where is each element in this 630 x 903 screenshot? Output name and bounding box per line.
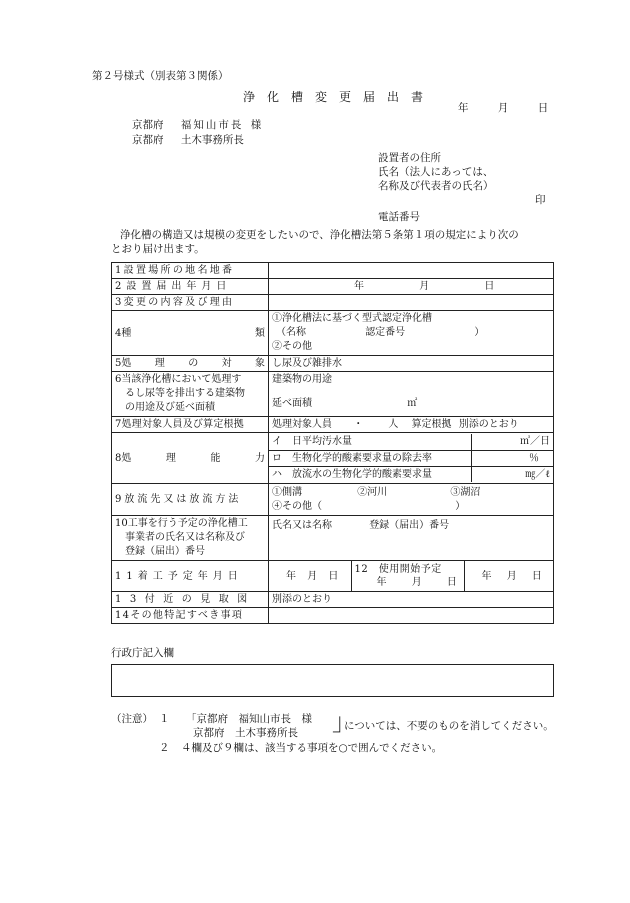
row-other-notes bbox=[112, 608, 554, 624]
submission-date bbox=[458, 100, 548, 115]
field-type[interactable] bbox=[269, 311, 554, 356]
recipient-name: 福知山市長 bbox=[180, 119, 244, 131]
recipient-pref: 京都府 bbox=[132, 134, 164, 146]
row-target bbox=[112, 356, 554, 372]
label-capacity-basis: 7処理対象人員及び算定根拠 bbox=[112, 417, 269, 433]
performance-row-2 bbox=[269, 450, 553, 466]
label-contractor: 10工事を行う予定の浄化槽工 事業者の氏名又は名称及び 登録（届出）番号 bbox=[112, 516, 269, 561]
row-type bbox=[112, 311, 554, 356]
row-map bbox=[112, 592, 554, 608]
option-lake[interactable]: ③湖沼 bbox=[450, 486, 481, 498]
type-option-1[interactable]: ①浄化槽法に基づく型式認定浄化槽 bbox=[272, 313, 432, 324]
start-date-field[interactable]: 年 月 日 bbox=[269, 561, 351, 591]
bod-effluent-label: ハ 放流水の生物化学的酸素要求量 bbox=[269, 466, 471, 482]
performance-row-1 bbox=[269, 434, 553, 450]
name-label: 氏名（法人にあっては、 bbox=[378, 166, 494, 178]
field-capacity-basis[interactable]: 処理対象人員 ・ 人 算定根拠 別添のとおり bbox=[269, 417, 554, 433]
label-target: 5処 理 の 対 象 bbox=[112, 356, 269, 372]
month-label: 月 bbox=[419, 281, 430, 292]
address-label: 設置者の住所 bbox=[378, 152, 441, 164]
type-name-line: （名称 認定番号 ） bbox=[276, 327, 485, 338]
row-capacity-basis bbox=[112, 417, 554, 433]
label-building: 6当該浄化槽において処理す るし尿等を排出する建築物 の用途及び延べ面積 bbox=[112, 372, 269, 417]
document-title bbox=[243, 88, 436, 105]
note-1-tail: については、不要のものを消してください。 bbox=[344, 720, 554, 732]
name-label-2: 名称及び代表者の氏名） bbox=[378, 180, 494, 192]
option-river[interactable]: ②河川 bbox=[357, 486, 388, 498]
daily-flow-unit[interactable]: ㎥／日 bbox=[471, 434, 553, 450]
recipient-pref: 京都府 bbox=[132, 119, 164, 131]
label-discharge: 9放流先又は放流方法 bbox=[112, 484, 269, 516]
admin-label: 行政庁記入欄 bbox=[111, 647, 174, 659]
phone-label: 電話番号 bbox=[378, 211, 420, 223]
discharge-options bbox=[272, 486, 550, 500]
field-location[interactable] bbox=[269, 263, 554, 279]
note-2-text: ４欄及び９欄は、該当する事項を○で囲んでください。 bbox=[181, 742, 443, 754]
label-install-date: 2設置届出年月日 bbox=[112, 279, 269, 295]
notes-prefix: （注意） bbox=[111, 713, 153, 725]
field-discharge[interactable] bbox=[269, 484, 554, 516]
year-label: 年 bbox=[354, 281, 364, 292]
performance-row-3 bbox=[269, 466, 553, 482]
admin-box[interactable] bbox=[111, 664, 554, 697]
label-change-reason: 3変更の内容及び理由 bbox=[112, 295, 269, 311]
month-label: 月 bbox=[497, 102, 509, 114]
recipient-1 bbox=[132, 117, 261, 132]
field-other-notes[interactable] bbox=[269, 608, 554, 624]
recipient-honorific: 様 bbox=[250, 119, 262, 131]
bod-removal-unit[interactable]: ％ bbox=[471, 450, 553, 466]
daily-flow-label: イ 日平均汚水量 bbox=[269, 434, 471, 450]
label-map: 13付近の見取図 bbox=[112, 592, 269, 608]
form-number: 第２号様式（別表第３関係） bbox=[92, 70, 229, 82]
field-map: 別添のとおり bbox=[269, 592, 554, 608]
floor-area-line: 延べ面積 ㎡ bbox=[272, 398, 418, 409]
recipient-name: 土木事務所長 bbox=[180, 134, 244, 146]
bod-removal-label: ロ 生物化学的酸素要求量の除去率 bbox=[269, 450, 471, 466]
field-building[interactable] bbox=[269, 372, 554, 417]
row-discharge bbox=[112, 484, 554, 516]
option-gutter[interactable]: ①側溝 bbox=[272, 486, 302, 498]
use-start-field[interactable]: 年 月 日 bbox=[481, 570, 542, 582]
option-other[interactable]: ④その他（ bbox=[272, 500, 322, 512]
row-performance bbox=[112, 433, 554, 484]
label-location: 1設置場所の地名地番 bbox=[112, 263, 269, 279]
row-change-reason bbox=[112, 295, 554, 311]
row-location bbox=[112, 263, 554, 279]
row-contractor bbox=[112, 516, 554, 561]
field-change-reason[interactable] bbox=[269, 295, 554, 311]
label-other-notes: 14その他特記すべき事項 bbox=[112, 608, 269, 624]
closing-bracket: 」 bbox=[332, 708, 356, 736]
row-install-date bbox=[112, 279, 554, 295]
note-2-number: ２ bbox=[159, 742, 170, 754]
seal-mark: 印 bbox=[535, 194, 546, 206]
year-label: 年 bbox=[458, 102, 469, 114]
field-install-date[interactable] bbox=[269, 279, 554, 295]
field-contractor[interactable]: 氏名又は名称 登録（届出）番号 bbox=[269, 516, 554, 561]
discharge-other-line: ④その他（ ） bbox=[272, 500, 466, 512]
label-use-start: 12 使用開始予定 年 月 日 bbox=[351, 561, 464, 591]
building-use-label: 建築物の用途 bbox=[272, 374, 332, 385]
row-building bbox=[112, 372, 554, 417]
form-table bbox=[111, 262, 554, 624]
title-text: 浄化槽変更届出書 bbox=[243, 90, 436, 104]
field-performance bbox=[269, 433, 554, 484]
field-target: し尿及び雑排水 bbox=[269, 356, 554, 372]
row-schedule bbox=[112, 561, 554, 592]
bod-effluent-unit[interactable]: ㎎／ℓ bbox=[471, 466, 553, 482]
intro-line-1: 浄化槽の構造又は規模の変更をしたいので、浄化槽法第５条第１項の規定により次の bbox=[120, 229, 519, 241]
note-1-number: １ bbox=[159, 713, 170, 725]
recipient-2 bbox=[132, 132, 244, 147]
note-1-line-2: 京都府 土木事務所長 bbox=[193, 727, 298, 739]
day-label: 日 bbox=[484, 281, 495, 292]
field-schedule bbox=[269, 561, 554, 592]
day-label: 日 bbox=[537, 102, 549, 114]
label-type: 4種 類 bbox=[112, 311, 269, 356]
note-1-line-1: 「京都府 福知山市長 様 bbox=[186, 713, 312, 725]
label-performance: 8処 理 能 力 bbox=[112, 433, 269, 484]
label-start-date: 11着工予定年月日 bbox=[112, 561, 269, 592]
type-option-2[interactable]: ②その他 bbox=[272, 341, 312, 352]
intro-line-2: とおり届け出ます。 bbox=[111, 243, 205, 255]
